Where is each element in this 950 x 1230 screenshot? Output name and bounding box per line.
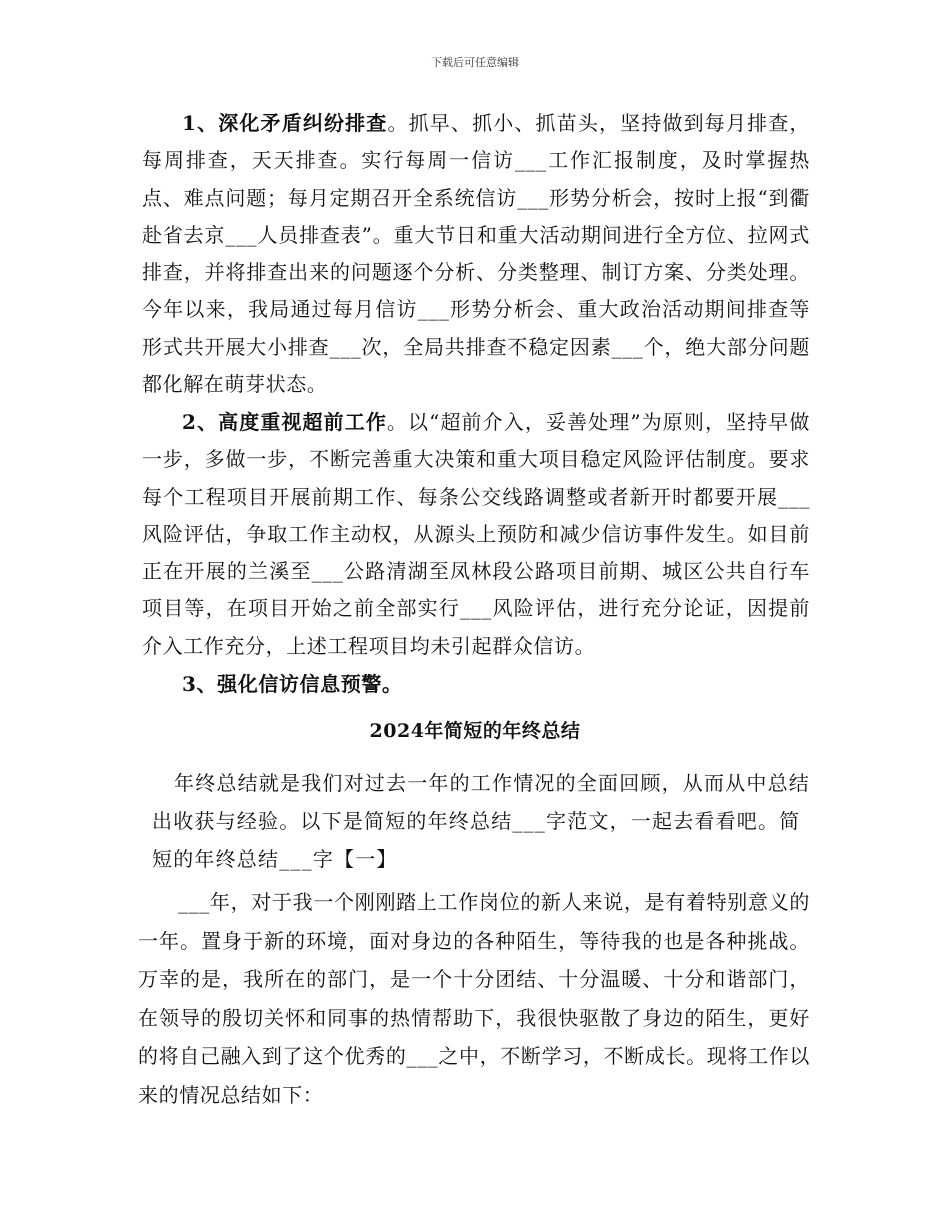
article-paragraph: ___年，对于我一个刚刚踏上工作岗位的新人来说，是有着特别意义的一年。置身于新的环境，面对身边的各种陌生，等待我的也是各种挑战。万幸的是，我所在的部门，是一个十分团结、十分温暖、十分和谐部门，在领导的殷切关怀和同事的热情帮助下，我很快驱散了身边的陌生，更好的将自己融入到了这个优秀的___之中，不断学习，不断成长。现将工作以来的情况总结如下： [138,890,810,1107]
section-heading-3: 3、强化信访信息预警。 [182,672,403,696]
section-paragraph-2 [142,404,810,665]
page-header-note: 下载后可任意编辑 [431,56,519,69]
section-body-1: 。抓早、抓小、抓苗头，坚持做到每月排查，每周排查，天天排查。实行每周一信访___工作汇报制度，及时掌握热点、难点问题；每月定期召开全系统信访___形势分析会，按时上报“到衢赴省去京___人员排查表”。重大节日和重大活动期间进行全方位、拉网式排查，并将排查出来的问题逐个分析、分类整理、制订方案、分类处理。今年以来，我局通过每月信访___形势分析会、重大政治活动期间排查等形式共开展大小排查___次，全局共排查不稳定因素___个，绝大部分问题都化解在萌芽状态。 [142,111,811,397]
section-body-2: 。以“超前介入，妥善处理”为原则，坚持早做一步，多做一步，不断完善重大决策和重大项目稳定风险评估制度。要求每个工程项目开展前期工作、每条公交线路调整或者新开时都要开展___风险评估，争取工作主动权，从源头上预防和减少信访事件发生。如目前正在开展的兰溪至___公路清湖至凤林段公路项目前期、城区公共自行车项目等，在项目开始之前全部实行___风险评估，进行充分论证，因提前介入工作充分，上述工程项目均未引起群众信访。 [142,410,810,658]
section-heading-1: 1、深化矛盾纠纷排查 [182,111,388,135]
article-intro: 年终总结就是我们对过去一年的工作情况的全面回顾，从而从中总结出收获与经验。以下是简短的年终总结___字范文，一起去看看吧。简短的年终总结___字【一】 [152,771,810,871]
article-title: 2024年简短的年终总结 [369,720,581,742]
section-paragraph-1 [142,105,810,403]
section-heading-2: 2、高度重视超前工作 [182,410,387,434]
section-paragraph-3 [142,666,810,703]
